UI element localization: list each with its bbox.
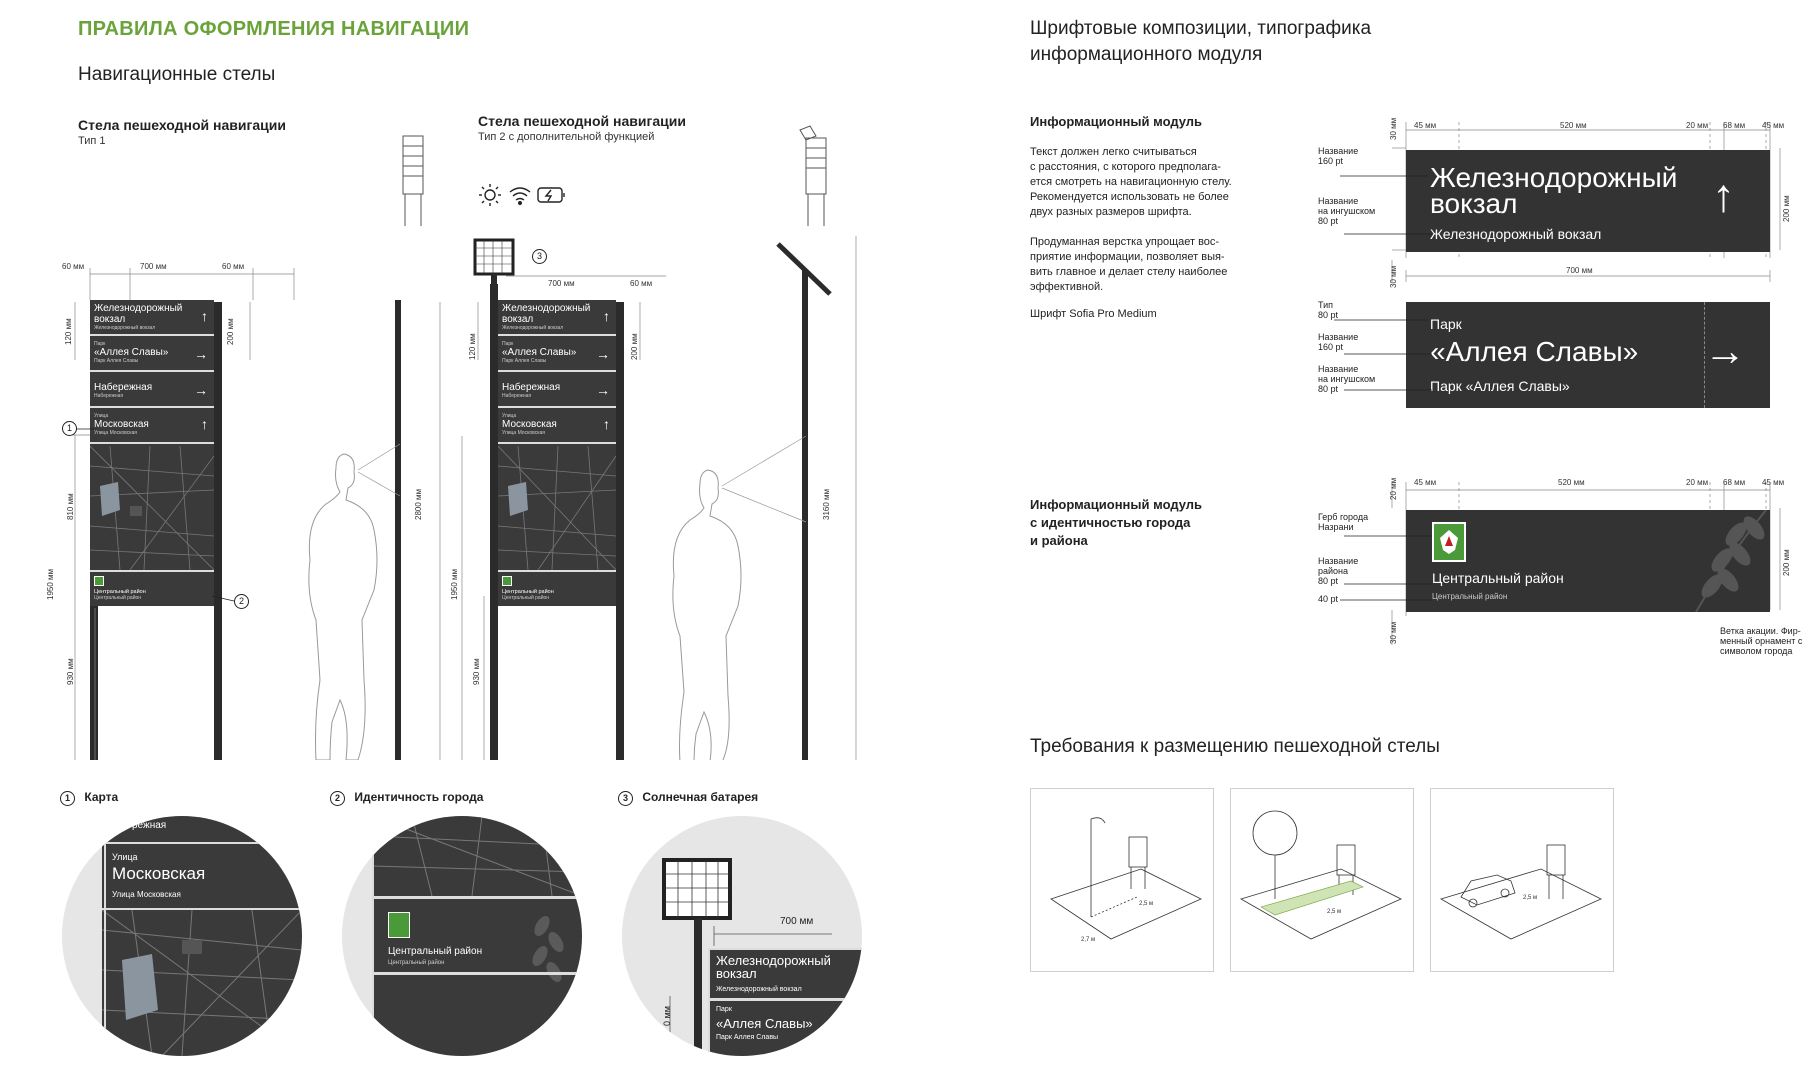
caption-solar: 3 Солнечная батарея — [618, 790, 758, 806]
zoom-map-strip — [372, 816, 582, 896]
dim-68: 68 мм — [1723, 121, 1746, 130]
stela1-module-3: Набережная Набережная → — [90, 374, 214, 408]
arrow-right-icon: → — [596, 382, 610, 398]
stela2-panel — [498, 300, 616, 606]
identity-module-title: Информационный модуль с идентичностью города и района — [1030, 497, 1203, 548]
acacia-branch-icon — [522, 912, 572, 992]
marker-3: 3 — [532, 249, 547, 264]
function-icons — [478, 182, 570, 208]
info-paragraph-2: Продуманная верстка упрощает вос- приятие информации, позволяет выя- вить главное и делает стелу наиболее эффективной. — [1030, 236, 1228, 293]
dim-1950: 1950 мм — [46, 568, 55, 600]
stela1-module-2: Парк «Аллея Славы» Парк Аллея Славы → — [90, 338, 214, 372]
requirement-parking: 2,5 м — [1430, 788, 1614, 972]
stela1-title: Стела пешеходной навигации — [78, 117, 286, 133]
label-acacia-branch: Ветка акации. Фир- менный орнамент с символом города — [1720, 626, 1803, 656]
arrow-up-icon: ↑ — [603, 416, 610, 432]
requirement-tree: 2,5 м — [1230, 788, 1414, 972]
label-40pt: 40 pt — [1318, 594, 1339, 604]
zoom-solar: 700 мм 0 мм Железнодорожный вокзал Железнодорожный вокзал Парк «Аллея Славы» Парк Аллея Славы — [622, 816, 862, 1056]
arrow-up-icon: ↑ — [201, 308, 208, 324]
dim-930-stela2: 930 мм — [472, 658, 481, 685]
dim-30-bottom: 30 мм — [1389, 265, 1398, 288]
sign-alley-of-glory: Парк «Аллея Славы» Парк «Аллея Славы» → — [1406, 302, 1770, 408]
dim-520: 520 мм — [1560, 121, 1587, 130]
label-coat-of-arms: Герб города Назрани — [1318, 512, 1369, 532]
arrow-up-icon: ↑ — [1712, 169, 1735, 221]
arrow-right-icon: → — [194, 346, 208, 362]
dim-930: 930 мм — [66, 658, 75, 685]
zoom-identity: Центральный район Центральный район — [342, 816, 582, 1056]
marker-1: 1 — [62, 421, 77, 436]
stela2-map — [498, 446, 616, 570]
dim-200-sign1: 200 мм — [1782, 195, 1791, 222]
stela1-type: Тип 1 — [78, 135, 106, 147]
stela1-module-1: Железнодорожный вокзал Железнодорожный вокзал ↑ — [90, 300, 214, 336]
label-district-80: Название района 80 pt — [1318, 556, 1359, 586]
stela2-module-3: Набережная Набережная → — [498, 374, 616, 408]
sign-central-district: Центральный район Центральный район — [1406, 510, 1770, 612]
dim-200-identity: 200 мм — [1782, 549, 1791, 576]
info-paragraph-1: Текст должен легко считываться с расстояния, с которого предполага- ется смотреть на навигационную стелу. Рекомендуется использовать не более двух разных размеров шрифта. — [1030, 146, 1232, 218]
dim-20: 20 мм — [1686, 121, 1709, 130]
requirements-title: Требования к размещению пешеходной стелы — [1030, 736, 1440, 757]
arrow-right-icon: → — [194, 382, 208, 398]
dim-45-right: 45 мм — [1762, 121, 1785, 130]
charging-icon — [538, 188, 564, 202]
zoom-map-detail — [102, 910, 302, 1056]
right-title-line2: информационного модуля — [1030, 44, 1263, 65]
requirement-lamp: 2,5 м 2,7 м — [1030, 788, 1214, 972]
dim-60-right: 60 мм — [222, 262, 245, 271]
right-title-line1: Шрифтовые композиции, типографика — [1030, 18, 1372, 39]
zoom-solar-modules: Железнодорожный вокзал Железнодорожный вокзал Парк «Аллея Славы» Парк Аллея Славы — [708, 948, 862, 1056]
dim-1950-stela2: 1950 мм — [450, 568, 459, 600]
city-emblem-icon — [1432, 522, 1466, 562]
stela2-module-1: Железнодорожный вокзал Железнодорожный вокзал ↑ — [498, 300, 616, 336]
stela2-module-2: Парк «Аллея Славы» Парк Аллея Славы → — [498, 338, 616, 372]
arrow-up-icon: ↑ — [603, 308, 610, 324]
stela2-title: Стела пешеходной навигации — [478, 113, 686, 129]
dim-30-top: 30 мм — [1389, 117, 1398, 140]
dim-200-stela2: 200 мм — [630, 333, 639, 360]
wifi-icon — [510, 188, 530, 204]
stela1-map — [90, 446, 214, 570]
stela1-module-4: Улица Московская Улица Московская ↑ — [90, 410, 214, 444]
arrow-right-icon: → — [1704, 327, 1746, 374]
section-title: Навигационные стелы — [78, 64, 276, 85]
dim-810: 810 мм — [66, 493, 75, 520]
label-name-160-sign2: Название 160 pt — [1318, 332, 1359, 352]
dim-45-left: 45 мм — [1414, 121, 1437, 130]
caption-identity: 2 Идентичность города — [330, 790, 483, 806]
dim-45-left-identity: 45 мм — [1414, 478, 1437, 487]
dim-520-identity: 520 мм — [1558, 478, 1585, 487]
stela1-panel — [90, 300, 214, 606]
dim-3160: 3160 мм — [822, 488, 831, 520]
dim-700: 700 мм — [140, 262, 167, 271]
dim-120: 120 мм — [64, 318, 73, 345]
zoom-map: режная Улица Московская Улица Московская — [62, 816, 302, 1056]
dim-30-vertical: 30 мм — [1389, 621, 1398, 644]
city-emblem-icon — [502, 576, 512, 586]
dim-2800: 2800 мм — [414, 488, 423, 520]
dim-700-sign1: 700 мм — [1566, 266, 1593, 275]
label-name-160: Название 160 pt — [1318, 146, 1359, 166]
label-ingush-80: Название на ингушском 80 pt — [1318, 196, 1376, 226]
acacia-branch-icon — [1676, 510, 1770, 612]
stela2-type: Тип 2 с дополнительной функцией — [478, 131, 655, 143]
label-ingush-80-sign2: Название на ингушском 80 pt — [1318, 364, 1376, 394]
dim-68-identity: 68 мм — [1723, 478, 1746, 487]
info-font-name: Шрифт Sofia Pro Medium — [1030, 308, 1157, 320]
dim-20-identity: 20 мм — [1686, 478, 1709, 487]
stela2-module-4: Улица Московская Улица Московская ↑ — [498, 410, 616, 444]
sun-icon — [479, 184, 501, 206]
dim-20-vertical: 20 мм — [1389, 477, 1398, 500]
dim-120-stela2: 120 мм — [468, 333, 477, 360]
dim-60-left: 60 мм — [62, 262, 85, 271]
caption-map: 1 Карта — [60, 790, 118, 806]
sign-railway-station: Железнодорожный вокзал Железнодорожный вокзал ↑ — [1406, 150, 1770, 252]
arrow-up-icon: ↑ — [201, 416, 208, 432]
arrow-right-icon: → — [596, 346, 610, 362]
city-emblem-icon — [94, 576, 104, 586]
stela1-thumbnail — [400, 132, 426, 228]
dim-45-right-identity: 45 мм — [1762, 478, 1785, 487]
marker-2: 2 — [234, 594, 249, 609]
stela2-identity: Центральный район Центральный район — [498, 572, 616, 606]
info-module-title: Информационный модуль — [1030, 114, 1203, 129]
stela2-thumbnail — [798, 124, 832, 228]
city-emblem-icon — [388, 912, 410, 938]
dim-700-stela2: 700 мм — [548, 279, 575, 288]
dim-200: 200 мм — [226, 318, 235, 345]
stela1-identity: Центральный район Центральный район — [90, 572, 214, 606]
page-title: ПРАВИЛА ОФОРМЛЕНИЯ НАВИГАЦИИ — [78, 18, 470, 40]
dim-60-stela2: 60 мм — [630, 279, 653, 288]
label-type-80: Тип 80 pt — [1318, 300, 1339, 320]
